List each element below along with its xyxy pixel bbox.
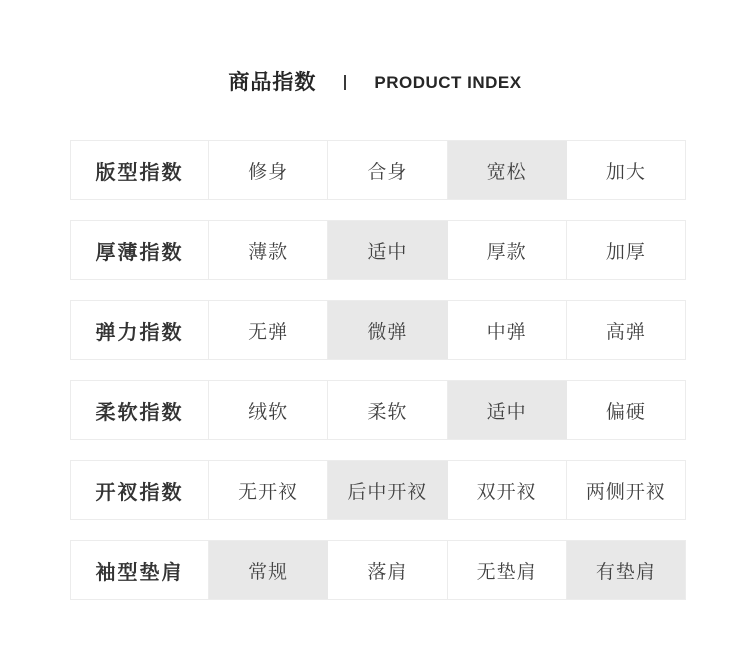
table-row	[70, 380, 686, 440]
title-divider	[344, 75, 346, 90]
option-cell: 无垫肩	[448, 541, 567, 599]
option-cell-selected: 微弹	[328, 301, 447, 359]
option-cell: 无弹	[209, 301, 328, 359]
option-cell: 厚款	[448, 221, 567, 279]
table-row	[70, 540, 686, 600]
option-cell: 高弹	[605, 321, 646, 343]
row-label: 开衩指数	[71, 461, 209, 519]
row-label: 弹力指数	[71, 301, 209, 359]
option-cell: 加厚	[605, 241, 646, 263]
row-label: 袖型垫肩	[71, 541, 209, 599]
option-cell-selected: 适中	[328, 221, 447, 279]
table-row	[70, 460, 686, 520]
option-cell: 薄款	[209, 221, 328, 279]
table-row	[70, 140, 686, 200]
option-cell: 绒软	[209, 381, 328, 439]
option-cell: 无开衩	[209, 461, 328, 519]
section-header	[0, 68, 750, 96]
option-cell-selected: 后中开衩	[328, 461, 447, 519]
option-cell: 加大	[605, 161, 646, 183]
table-row	[70, 220, 686, 280]
option-cell: 偏硬	[605, 401, 646, 423]
option-cell-selected: 宽松	[448, 141, 567, 199]
section-title-zh: 商品指数	[228, 70, 317, 94]
option-cell: 两侧开衩	[585, 481, 666, 503]
option-cell: 柔软	[328, 381, 447, 439]
row-label: 柔软指数	[71, 381, 209, 439]
option-cell: 修身	[209, 141, 328, 199]
option-cell: 中弹	[448, 301, 567, 359]
section-title-en: PRODUCT INDEX	[374, 72, 522, 92]
row-label: 版型指数	[71, 141, 209, 199]
option-cell-selected: 适中	[448, 381, 567, 439]
option-cell: 落肩	[328, 541, 447, 599]
option-cell: 合身	[328, 141, 447, 199]
option-cell-selected: 常规	[209, 541, 328, 599]
row-label: 厚薄指数	[71, 221, 209, 279]
table-row	[70, 300, 686, 360]
product-index-table	[70, 140, 686, 600]
option-cell-selected: 有垫肩	[567, 541, 685, 599]
option-cell: 双开衩	[448, 461, 567, 519]
